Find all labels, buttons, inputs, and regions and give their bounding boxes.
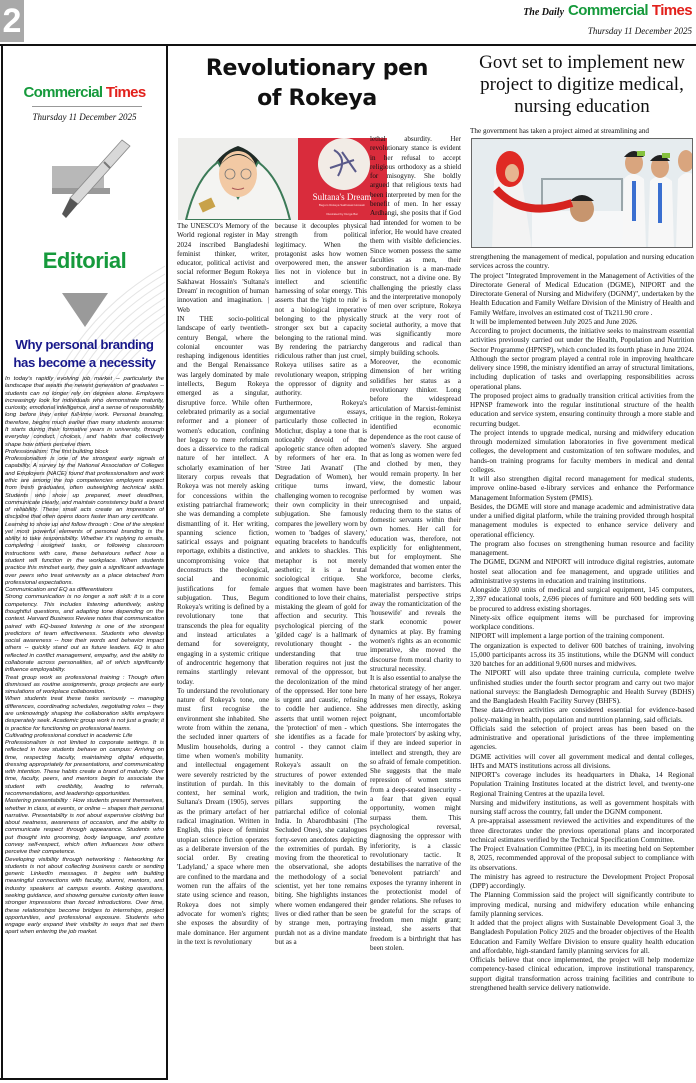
paragraph: According to project documents, the initiative seeks to mainstream essential activities previously carried out under the Health, Population and Nutrition Sector Programme (HPNSP), which concluded its fourth phase in June 2024. [470, 327, 694, 354]
paragraph: A pre-appraisal assessment reviewed the activities and expenditures of the three directorates under the previous operational plans and incorporated technical estimates verified by the Technical Specification Committee. [470, 817, 694, 844]
masthead-date: Thursday 11 December 2025 [587, 26, 692, 36]
paragraph: lethal absurdity. Her revolutionary stance is evident in her refusal to accept religious orthodoxy as a shield for misogyny. She boldly argued that religious texts had been interpreted by men for the benefit of men. In her essay Ardhangi, she posits that if God had intended for women to be inferior, He would have created them with visible deficiencies. Since women possess the same faculties as men, their subordination is a man-made construct, not a divine one. By challenging the priestly class and the interpretative monopoly of men over scripture, Rokeya struck at the very root of societal authority, a move that was significantly more dangerous and radical than simply building schools. [370, 135, 461, 357]
paragraph: Professionalism is not limited to corporate settings. It is reflected in how students behave on campus: Arriving on time, respecting faculty, maintaining digital etiquette, dressing appropriately for presentations, and communicating with intention. These habits create a brand of maturity. Over time, faculty, peers, and mentors begin to associate the student with credibility, leading to referrals, recommendations, and leadership opportunities. [5, 740, 164, 798]
book-cover-title: Sultana's Dream [312, 192, 372, 202]
rokeya-column-1 [177, 222, 269, 1057]
frame-bottom-rule [0, 1078, 168, 1080]
editorial-headline: Why personal branding has become a necessity [13, 337, 156, 370]
rokeya-photo [178, 138, 387, 220]
nurses-with-patient-image [472, 139, 693, 248]
paragraph: Rokeya's assault on the structures of power extended inevitably to the domain of religion and tradition, the twin pillars supporting the patriarchal edifice of colonial India. In Abarodhbasini (The Secluded Ones), she catalogues forty-seven anecdotes depicting the extremities of purdah. By moving from the theoretical to the observational, she adopts the methodology of a social scientist, yet her tone remains biting. She highlights instances where women endangered their lives or died rather than be seen by strange men, portraying purdah not as a divine mandate but as a [275, 761, 367, 946]
down-triangle-icon [62, 293, 108, 329]
editorial-body [5, 376, 164, 1074]
paragraph: Although the sector program played a central role in improving healthcare delivery since 1998, the ministry identified an array of structural limitations, including duplication of tasks and overlapping responsibilities across operational plans. [470, 354, 694, 391]
paragraph: Officials said the selection of project areas has been based on the administrative and operational jurisdictions of the three implementing agencies. [470, 724, 694, 752]
paragraph: Mastering presentability : How students present themselves, whether in class, at events, or online -- shapes their personal narrative. Presentability is not about expensive clothing but about neatness, awareness of occasion, and the ability to communicate respect through appearance. Students who put thought into grooming, body language, and posture convey self-respect, which often influences how others perceive their competence. [5, 798, 164, 856]
paragraph: NIPORT's coverage includes its headquarters in Dhaka, 14 Regional Population Training Institutes located at the district level, and twenty-one Regional Training Centres at the upazila level. [470, 771, 694, 798]
subheading: Cultivating professional conduct in academic Life [5, 732, 133, 739]
editorial-column [4, 46, 165, 1076]
paragraph: Alongside 3,030 units of medical and surgical equipment, 145 computers, 2,397 educational tools, 2,696 pieces of furniture and 600 bedding sets will be procured to address existing shortages. [470, 586, 694, 613]
frame-left-rule [1, 44, 3, 1079]
paragraph: These data-driven activities are considered essential for evidence-based policy-making in health, population and nutrition planning, said officials. [470, 706, 694, 724]
paragraph: The project intends to upgrade medical, nursing and midwifery education through modernized simulation laboratories in five government medical colleges, the development and customization of ten software modules, and hands-on training programs for faculty members in medical and dental colleges. [470, 428, 694, 474]
masthead-brand-red: Times [651, 2, 692, 19]
paragraph: When students treat these tasks seriously -- managing differences, coordinating schedules, negotiating roles -- they are unknowingly shaping the collaboration skills employers desperately seek. Academic group work is not just a grade; it is practice for functioning on professional teams. [5, 696, 164, 732]
book-cover-credit: Illustrated by Durga Bai [326, 212, 358, 216]
headline-line: of Rokeya [257, 86, 377, 111]
headline-line: Revolutionary pen [205, 56, 429, 81]
paragraph: Officials believe that once implemented, the project will help modernize competency-based clinical education, improve institutional transparency, support digital transformation across training facilities and contribute to strengthened health service delivery nationwide. [470, 956, 694, 992]
page-number: 2 [0, 0, 24, 42]
paragraph: It will be implemented between July 2025 and June 2026. [470, 317, 638, 326]
rokeya-column-3 [370, 135, 461, 1060]
paragraph: The proposed project aims to gradually transition critical activities from the HPNSP framework into the regular institutional structure of the health education and service system, ensuring continuity through a more stable and recurring budget. [470, 391, 694, 428]
paragraph: Moreover, the economic dimension of her writing solidifies her status as a revolutionary thinker. Long before the widespread articulation of Marxist-feminist critique in the region, Rokeya identified economic dependence as the root cause of women's slavery. She argued that as long as women were fed and clothed by men, they would remain property. In her view, the domestic labour performed by women was unrecognised and unpaid, reducing them to the status of domestic servants within their own homes. Her call for education was, therefore, not explicitly for enlightenment, but for employment. She demanded that women enter the workforce, become clerks, magistrates and barristers. This materialist perspective strips away the romanticization of the 'housewife' and reveals the stark economic power dynamics at play. By framing women's rights as an economic imperative, she moved the discourse from moral charity to structural necessity. [370, 358, 461, 673]
paragraph: Ninety-six office equipment items will be purchased for improving workplace conditions. [470, 613, 694, 631]
govt-body [470, 253, 694, 1061]
paragraph: Nursing and midwifery institutions, as well as government hospitals with nursing staff across the country, fall under the DGNM component. [470, 798, 694, 816]
rokeya-portrait-image [178, 138, 387, 220]
masthead-prefix: The Daily [523, 7, 565, 18]
paragraph: The organization is expected to deliver 600 batches of training, involving 15,000 participants across its 35 institutions, while the DGNM will conduct 320 batches for an additional 9,600 nurses and midwives. [470, 641, 694, 668]
masthead-brand-green: Commercial [568, 2, 648, 19]
paragraph: It will also strengthen digital record management for medical students, improve online-based e-library services and enhance the Performance Management Information System (PMIS). [470, 475, 694, 502]
logo-green-text: Commercial [23, 84, 103, 101]
paragraph: Besides, the DGME will store and manage academic and administrative data under a unified digital platform, while the training provided through hospital management modules is expected to enhance service delivery and operational efficiency. [470, 502, 694, 539]
paragraph: IN THE socio-political landscape of early twentieth-century Bengal, where the colonial encounter was reshaping indigenous identities and the Bengal Renaissance was largely dominated by male intellects, Begum Rokeya emerged as a singular, disruptive force. While often celebrated primarily as a social reformer and a pioneer of women's education, confining her legacy to mere reformism does a disservice to the radical nature of her intellect. A scholarly examination of her literary corpus reveals that Rokeya was not merely asking for concessions within the existing patriarchal framework; she was demanding a complete dismantling of it. Her writing, spanning science fiction, satirical essays and poignant reportage, exhibits a distinctive, uncompromising voice that deconstructs the theological, social and economic justifications for female subjugation. Thus, Begum Rokeya's writing is defined by a revolutionary tone that transcends the plea for equality and instead articulates a demand for sovereignty, engaging in a systemic critique of androcentric hegemony that remains startlingly relevant today. [177, 314, 269, 686]
paragraph: Developing visibility through networking : Networking for students is not about collecting business cards or sending generic LinkedIn messages. It begins with building meaningful connections with faculty, alumni, mentors, and industry speakers at campus events. Asking questions, seeking guidance, and showing genuine curiosity often leave stronger impressions than forced introductions. Over time, these relationships become bridges to internships, project opportunities, and professional exposure. Students who engage early expand their visibility in ways that set them apart when entering the job market. [5, 856, 164, 936]
subheading: Communication and EQ as differentiators [5, 587, 113, 594]
rokeya-headline [172, 54, 462, 114]
paragraph: To understand the revolutionary nature of Rokeya's tone, one must first recognise the environment she inhabited. She wrote from within the zenana, the secluded inner quarters of Muslim households, during a time when women's mobility and intellectual engagement were severely restricted by the institution of purdah. In this context, her seminal work, Sultana's Dream (1905), serves as the primary artefact of her radical imagination. Written in English, this piece of feminist utopian science fiction operates as a deliberate inversion of the social order. By creating 'Ladyland,' a space where men are confined to the mardana and women run the affairs of the state using science and reason, Rokeya does not simply advocate for women's rights; she exposes the absurdity of male dominance. Her argument in the text is revolutionary [177, 686, 269, 946]
paragraph: Strong communication is no longer a soft skill: it is a core competency. This includes listening attentively, asking thoughtful questions, and adapting tone depending on the context. Harvard Business Review notes that communication paired with EQ-based listening is one of the strongest predictors of team effectiveness. Students who develop social awareness -- how their words and behavior impact others -- quickly stand out as future leaders. EQ is also reflected in conflict management, empathy, and the ability to collaborate across personalities, all of which significantly influence employability. [5, 594, 164, 674]
section-label-editorial: Editorial [42, 248, 127, 273]
paragraph: because it decouples physical strength from political legitimacy. When the protagonist asks how women overpowered men, the answer lies not in violence but in intellect and scientific harnessing of solar energy. This asserts that the 'right to rule' is not a biological imperative belonging to the physically stronger sex but a capacity belonging to the rational mind. By rendering the patriarchy ridiculous rather than just cruel, Rokeya utilises satire as a revolutionary weapon, stripping the oppressor of dignity and authority. [275, 222, 367, 398]
photo-caption: The UNESCO's Memory of the World regional register in May 2024 inscribed Bangladeshi feminist thinker, writer, educator, political activist and social reformer Begum Rokeya Sakhawat Hossain's 'Sultana's Dream' in recognition of human innovation and imagination. | Web [177, 222, 269, 314]
nursing-photo [471, 138, 693, 248]
paragraph: Learning to show up and follow through : One of the simplest yet most powerful elements of personal branding is the ability to take responsibility. Whether it's replying to emails, completing assigned tasks, or following classroom instructions with care, these behaviours reflect how a student will function in the workplace. When students practice this mindset early, they gain a significant advantage over peers who treat university as a place detached from professional expectations. [5, 521, 164, 586]
fountain-pen-icon [44, 138, 134, 223]
logo-underline [32, 106, 142, 107]
paragraph: It added that the project aligns with Sustainable Development Goal 3, the Bangladesh Population Policy 2025 and the broader objectives of the Health Education and Family Welfare Division to ensure quality health education and affordable, high-standard family planning services for all. [470, 919, 694, 955]
paragraph: The ministry has agreed to restructure the Development Project Proposal (DPP) accordingly. [470, 872, 694, 890]
masthead [523, 2, 692, 20]
column-divider [166, 44, 168, 1079]
paragraph: The NIPORT will also update three training curricula, complete twelve unfinished studies under the fourth sector program and carry out two major national surveys: the Bangladesh Demographic and Health Survey (BDHS) and the Bangladesh Health Facility Survey (BHFS). [470, 669, 694, 705]
paragraph: In today's rapidly evolving job market -- particularly the landscape that awaits the newest generation of graduates -- students can no longer rely on degrees alone. Employers increasingly look for individuals who demonstrate maturity, curiosity, emotional intelligence, and a sense of responsibility long before they enter full-time work. Personal branding, therefore, begins much earlier than many students assume: It starts during their formative years in university, through everyday conduct, choices, and habits that collectively shape how others perceive them. [5, 376, 164, 448]
logo-red-text: Times [105, 84, 146, 101]
paragraph: Treat group work as professional training : Though often dismissed as routine assignments, group projects are early simulations of workplace collaboration. [5, 674, 164, 696]
govt-lede: The government has taken a project aimed at streamlining and [470, 127, 650, 135]
book-cover-subtitle: Begum Rokeya Sakhawat Hossain [318, 203, 366, 207]
paragraph: The DGME, DGNM and NIPORT will introduce digital registries, automate hostel seat allocation and fee management, and upgrade utilities and administrative systems in education and training institutions. [470, 558, 694, 585]
paragraph: strengthening the management of medical, population and nursing education services across the country. [470, 253, 694, 271]
paragraph: The program also focuses on strengthening human resource and facility management. [470, 539, 694, 557]
editorial-date: Thursday 11 December 2025 [32, 112, 137, 122]
paragraph: The Planning Commission said the project will significantly contribute to improving medical, nursing and midwifery education while enhancing family planning services. [470, 891, 694, 918]
paragraph: Professionalism is one of the strongest early signals of capability. A survey by the National Association of Colleges and Employers (NACE) found that professionalism and work ethic are among the top competencies employers expect from fresh graduates, often outweighing technical skills. Students who show up prepared, meet deadlines, communicate clearly, and maintain consistency build a brand of reliability. These small acts create an impression of discipline that often opens doors faster than any certificate. [5, 456, 164, 521]
govt-headline: Govt set to implement new project to digitize medical, nursing education [479, 52, 685, 117]
paragraph: The Project Evaluation Committee (PEC), in its meeting held on September 8, 2025, recommended approval of the proposal subject to compliance with its observations. [470, 845, 694, 872]
subheading: Professionalism: The first building block [5, 448, 109, 455]
paragraph: NIPORT will implement a large portion of the training component. [470, 632, 665, 641]
paragraph: DGME activities will cover all government medical and dental colleges, IHTs and MATS institutions across all divisions. [470, 752, 694, 770]
paragraph: It is also essential to analyse the rhetorical strategy of her anger. In many of her essays, Rokeya addresses men directly, asking poignant, uncomfortable questions. She interrogates the male 'protectors' by asking why, if they are indeed superior in intellect and strength, they are so afraid of female competition. She suggests that the male repression of women stems from a deep-seated insecurity - a fear that given equal opportunity, women might surpass them. This psychological reversal, diagnosing the oppressor with inferiority, is a classic revolutionary tactic. It destabilises the narrative of the 'benevolent patriarch' and exposes the tyranny inherent in the protectionist model of gender relations. She refuses to be grateful for the scraps of freedom men might grant; instead, she asserts that freedom is a birthright that has been stolen. [370, 674, 461, 952]
editorial-logo [4, 84, 165, 101]
paragraph: The project "Integrated Improvement in the Management of Activities of the Directorate General of Medical Education (DGME), NIPORT and the Directorate General of Nursing and Midwifery (DGNM)", undertaken by the Health Education and Family Welfare Division of the Ministry of Health and Family Welfare, involves an estimated cost of Tk211.90 crore . [470, 271, 694, 317]
rokeya-column-2 [275, 222, 367, 1057]
paragraph: Furthermore, Rokeya's argumentative essays, particularly those collected in Motichur, display a tone that is noticeably devoid of the apologetic stance often adopted by reformers of her era. In 'Stree Jati Avanati' (The Degradation of Women), her critique turns inward, challenging women to recognise their own complicity in their subjugation. She famously compares the jewellery worn by women to 'badges of slavery,' equating bracelets to handcuffs and anklets to shackles. This metaphor is not merely aesthetic; it is a brutal sociological critique. She argues that women have been conditioned to love their chains, mistaking the gleam of gold for affection and security. This psychological piercing of the 'gilded cage' is a hallmark of revolutionary thought - the understanding that true liberation requires not just the removal of the oppressor, but the decolonization of the mind of the oppressed. Her tone here is urgent and caustic, refusing to coddle her audience. She asserts that until women reject the 'protection' of men - which she identifies as a facade for control - they cannot claim humanity. [275, 398, 367, 760]
